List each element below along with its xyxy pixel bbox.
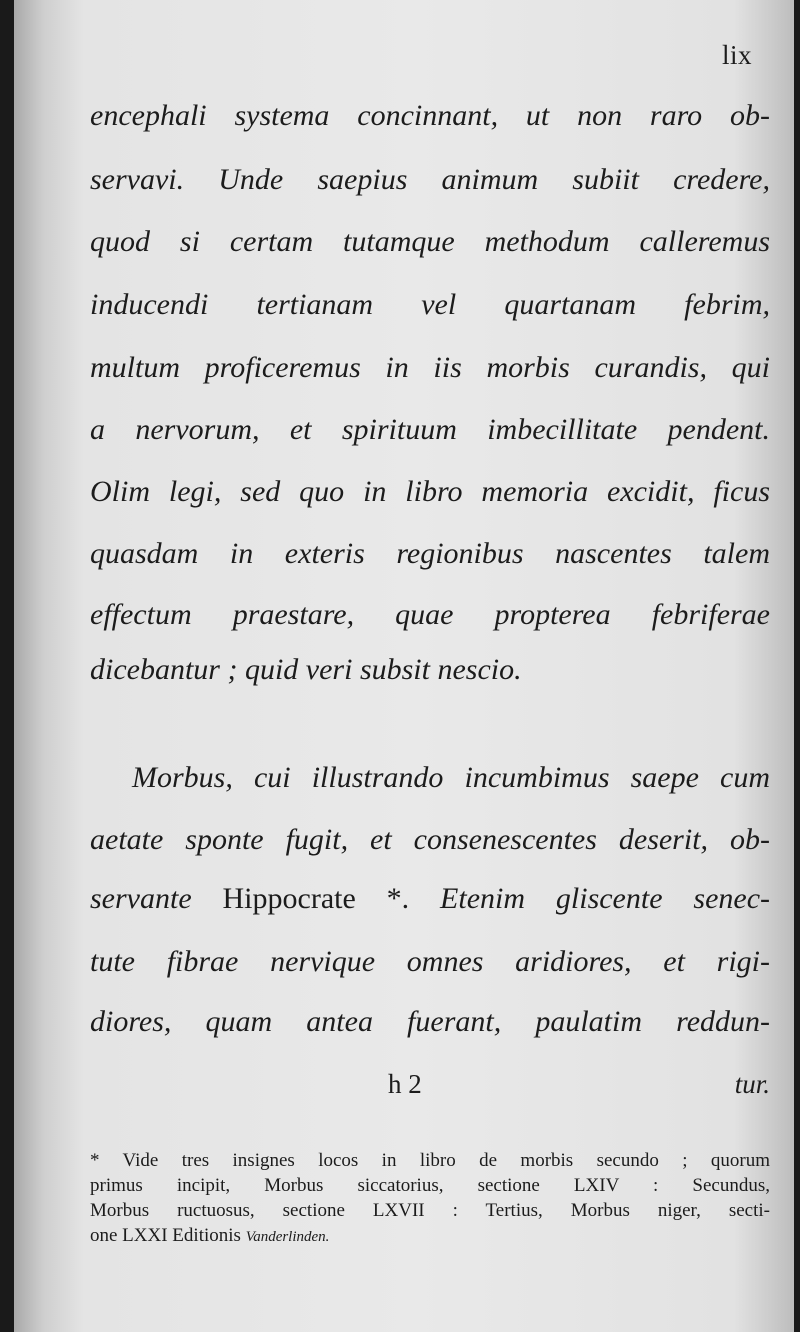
- text-line: Olim legi, sed quo in libro memoria excidit, ficus: [90, 475, 770, 508]
- catchword: tur.: [734, 1069, 770, 1099]
- text-line: encephali systema concinnant, ut non raro ob-: [90, 99, 770, 132]
- text-line: quasdam in exteris regionibus nascentes talem: [90, 537, 770, 570]
- text-span: servante: [90, 882, 192, 915]
- footnote: [90, 1148, 770, 1248]
- book-page: [14, 0, 794, 1332]
- footnote-editor: Vanderlinden.: [245, 1229, 330, 1245]
- text-line: diores, quam antea fuerant, paulatim reddun-: [90, 1005, 770, 1038]
- text-line: aetate sponte fugit, et consenescentes deserit, ob-: [90, 823, 770, 856]
- page-number: lix: [721, 40, 752, 70]
- footnote-line: primus incipit, Morbus siccatorius, sectione LXIV : Secundus,: [90, 1175, 770, 1196]
- author-name: Hippocrate *.: [222, 882, 410, 915]
- text-line: dicebantur ; quid veri subsit nescio.: [90, 653, 522, 686]
- text-line: quod si certam tutamque methodum calleremus: [90, 225, 770, 258]
- text-line-with-citation: [90, 881, 770, 917]
- footnote-line: * Vide tres insignes locos in libro de morbis secundo ; quorum: [90, 1150, 770, 1171]
- footnote-line: Morbus ructuosus, sectione LXVII : Tertius, Morbus niger, secti-: [90, 1200, 770, 1221]
- text-span: Etenim gliscente senec-: [440, 882, 771, 915]
- text-line: a nervorum, et spirituum imbecillitate pendent.: [90, 413, 770, 446]
- footnote-text: one LXXI Editionis: [90, 1225, 241, 1246]
- text-line: Morbus, cui illustrando incumbimus saepe cum: [132, 761, 770, 794]
- text-line: servavi. Unde saepius animum subiit credere,: [90, 163, 770, 196]
- text-line: inducendi tertianam vel quartanam febrim,: [90, 288, 770, 321]
- text-line: multum proficeremus in iis morbis curandis, qui: [90, 351, 770, 384]
- signature-mark: h 2: [388, 1069, 422, 1099]
- text-line: tute fibrae nervique omnes aridiores, et rigi-: [90, 945, 770, 978]
- text-line: effectum praestare, quae propterea febriferae: [90, 598, 770, 631]
- footnote-line: [90, 1223, 770, 1248]
